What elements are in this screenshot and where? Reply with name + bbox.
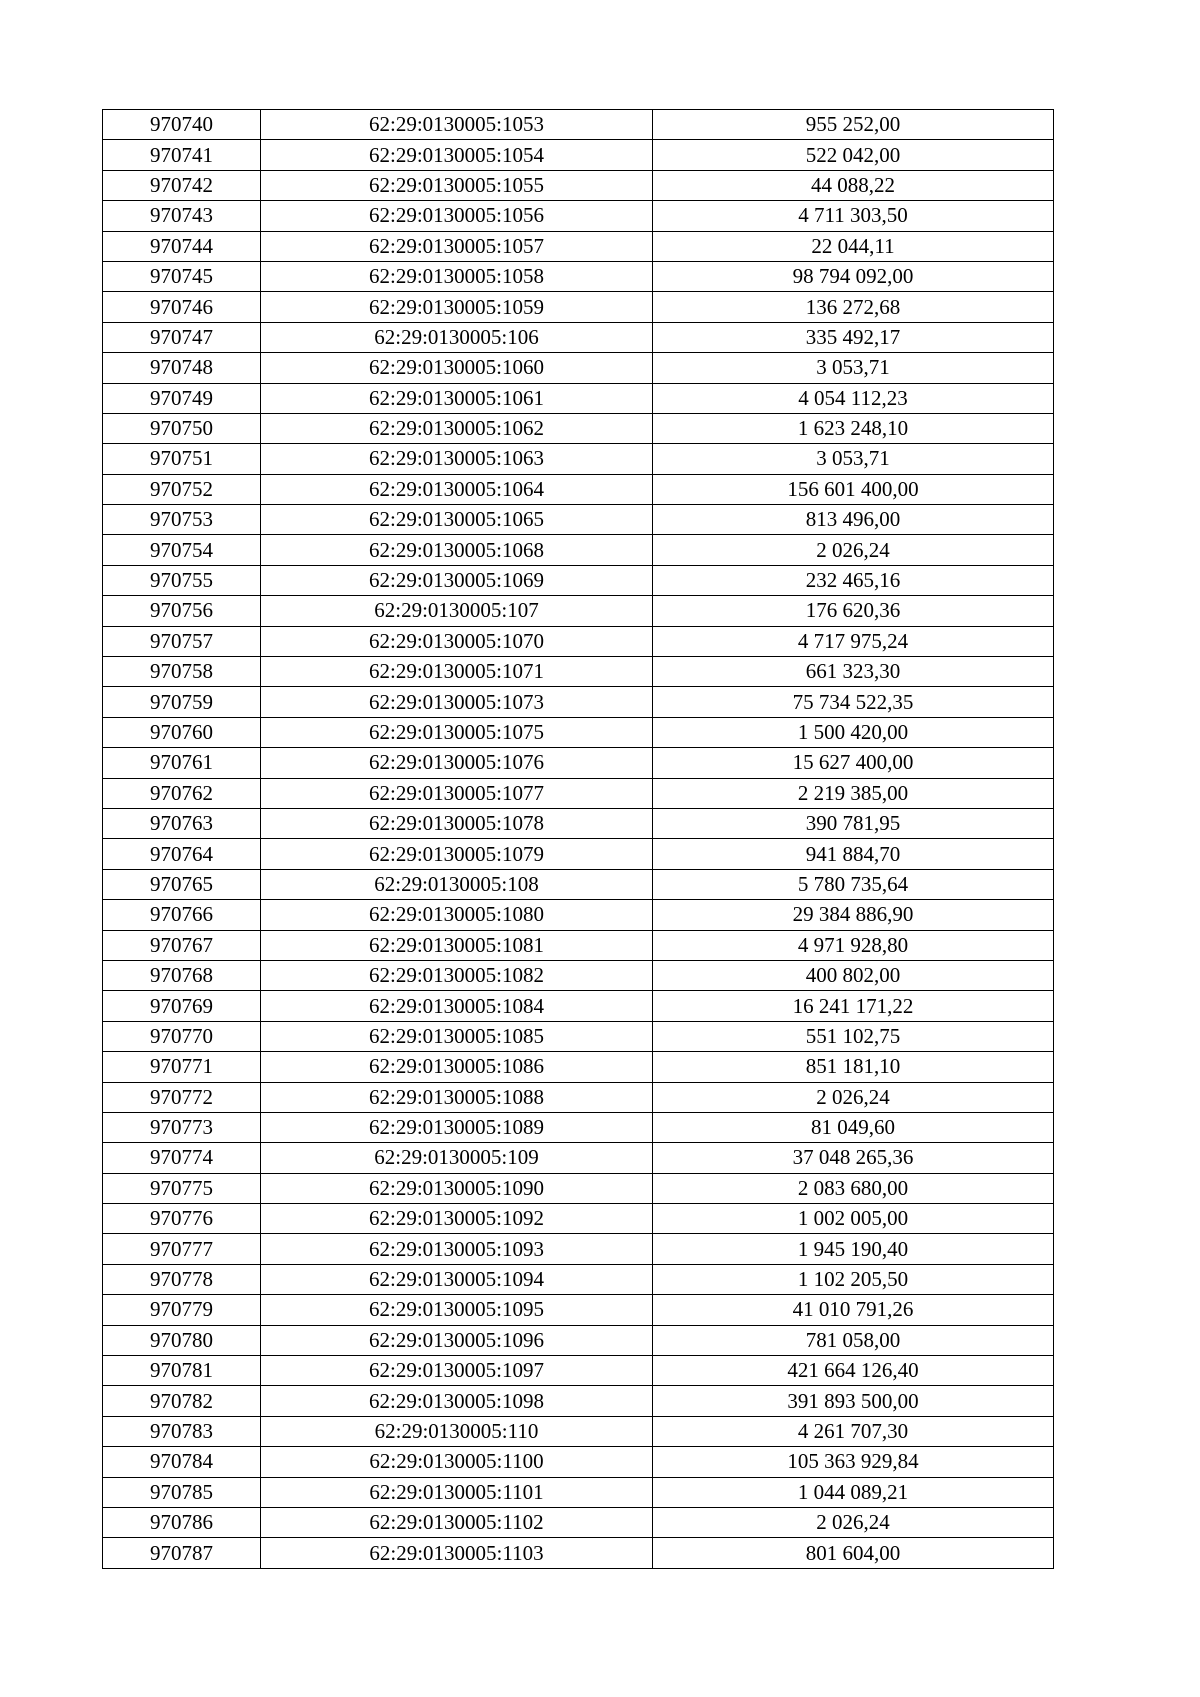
cadastral-number-cell: 62:29:0130005:1053 [261,110,653,140]
table-row [103,383,1054,413]
row-number-cell: 970751 [103,444,261,474]
cadastral-value-cell: 1 945 190,40 [653,1234,1054,1264]
table-row [103,505,1054,535]
cadastral-number-cell: 62:29:0130005:1097 [261,1356,653,1386]
row-number-cell: 970770 [103,1021,261,1051]
table-row [103,1082,1054,1112]
table-row [103,1356,1054,1386]
cadastral-value-cell: 75 734 522,35 [653,687,1054,717]
row-number-cell: 970762 [103,778,261,808]
row-number-cell: 970776 [103,1204,261,1234]
cadastral-value-cell: 3 053,71 [653,353,1054,383]
cadastral-value-cell: 390 781,95 [653,808,1054,838]
row-number-cell: 970784 [103,1447,261,1477]
cadastral-number-cell: 62:29:0130005:107 [261,596,653,626]
cadastral-value-cell: 4 717 975,24 [653,626,1054,656]
cadastral-value-cell: 851 181,10 [653,1052,1054,1082]
cadastral-number-cell: 62:29:0130005:1086 [261,1052,653,1082]
table-row [103,1173,1054,1203]
row-number-cell: 970754 [103,535,261,565]
cadastral-number-cell: 62:29:0130005:1059 [261,292,653,322]
row-number-cell: 970774 [103,1143,261,1173]
table-row [103,140,1054,170]
cadastral-number-cell: 62:29:0130005:1057 [261,231,653,261]
cadastral-number-cell: 62:29:0130005:1082 [261,960,653,990]
cadastral-number-cell: 62:29:0130005:1096 [261,1325,653,1355]
row-number-cell: 970780 [103,1325,261,1355]
cadastral-number-cell: 62:29:0130005:1069 [261,565,653,595]
cadastral-value-cell: 400 802,00 [653,960,1054,990]
row-number-cell: 970761 [103,748,261,778]
table-row [103,1112,1054,1142]
table-row [103,1052,1054,1082]
table-row [103,353,1054,383]
cadastral-value-cell: 15 627 400,00 [653,748,1054,778]
table-row [103,231,1054,261]
cadastral-value-cell: 801 604,00 [653,1538,1054,1568]
table-row [103,960,1054,990]
table-row [103,1021,1054,1051]
table-row [103,1477,1054,1507]
row-number-cell: 970742 [103,170,261,200]
table-row [103,930,1054,960]
cadastral-value-cell: 4 054 112,23 [653,383,1054,413]
row-number-cell: 970745 [103,261,261,291]
cadastral-value-cell: 1 623 248,10 [653,413,1054,443]
table-row [103,261,1054,291]
table-row [103,808,1054,838]
row-number-cell: 970769 [103,991,261,1021]
cadastral-value-cell: 661 323,30 [653,657,1054,687]
table-row [103,1507,1054,1537]
cadastral-value-cell: 955 252,00 [653,110,1054,140]
row-number-cell: 970741 [103,140,261,170]
table-row [103,1234,1054,1264]
table-row [103,1538,1054,1568]
cadastral-value-cell: 781 058,00 [653,1325,1054,1355]
table-row [103,900,1054,930]
cadastral-value-cell: 41 010 791,26 [653,1295,1054,1325]
table-row [103,748,1054,778]
table-row [103,1264,1054,1294]
table-row [103,201,1054,231]
cadastral-number-cell: 62:29:0130005:1068 [261,535,653,565]
cadastral-number-cell: 62:29:0130005:1100 [261,1447,653,1477]
row-number-cell: 970757 [103,626,261,656]
cadastral-value-cell: 156 601 400,00 [653,474,1054,504]
row-number-cell: 970765 [103,869,261,899]
table-row [103,413,1054,443]
row-number-cell: 970771 [103,1052,261,1082]
row-number-cell: 970767 [103,930,261,960]
row-number-cell: 970740 [103,110,261,140]
row-number-cell: 970778 [103,1264,261,1294]
cadastral-number-cell: 62:29:0130005:1063 [261,444,653,474]
cadastral-number-cell: 62:29:0130005:1092 [261,1204,653,1234]
table-row [103,474,1054,504]
cadastral-number-cell: 62:29:0130005:1064 [261,474,653,504]
row-number-cell: 970759 [103,687,261,717]
cadastral-number-cell: 62:29:0130005:1103 [261,1538,653,1568]
cadastral-number-cell: 62:29:0130005:1090 [261,1173,653,1203]
row-number-cell: 970777 [103,1234,261,1264]
row-number-cell: 970782 [103,1386,261,1416]
table-row [103,292,1054,322]
cadastral-number-cell: 62:29:0130005:1098 [261,1386,653,1416]
cadastral-value-cell: 44 088,22 [653,170,1054,200]
cadastral-number-cell: 62:29:0130005:108 [261,869,653,899]
cadastral-number-cell: 62:29:0130005:1060 [261,353,653,383]
table-row [103,717,1054,747]
table-row [103,1143,1054,1173]
table-row [103,1295,1054,1325]
cadastral-value-cell: 391 893 500,00 [653,1386,1054,1416]
row-number-cell: 970749 [103,383,261,413]
cadastral-number-cell: 62:29:0130005:1102 [261,1507,653,1537]
row-number-cell: 970768 [103,960,261,990]
cadastral-value-cell: 5 780 735,64 [653,869,1054,899]
cadastral-value-cell: 98 794 092,00 [653,261,1054,291]
cadastral-number-cell: 62:29:0130005:1056 [261,201,653,231]
cadastral-number-cell: 62:29:0130005:1076 [261,748,653,778]
cadastral-value-cell: 3 053,71 [653,444,1054,474]
cadastral-value-cell: 2 219 385,00 [653,778,1054,808]
cadastral-value-cell: 232 465,16 [653,565,1054,595]
cadastral-number-cell: 62:29:0130005:109 [261,1143,653,1173]
table-row [103,1325,1054,1355]
cadastral-number-cell: 62:29:0130005:1084 [261,991,653,1021]
cadastral-value-cell: 29 384 886,90 [653,900,1054,930]
cadastral-value-cell: 1 044 089,21 [653,1477,1054,1507]
row-number-cell: 970785 [103,1477,261,1507]
row-number-cell: 970744 [103,231,261,261]
cadastral-number-cell: 62:29:0130005:1088 [261,1082,653,1112]
cadastral-value-cell: 1 500 420,00 [653,717,1054,747]
row-number-cell: 970760 [103,717,261,747]
cadastral-number-cell: 62:29:0130005:1054 [261,140,653,170]
cadastral-number-cell: 62:29:0130005:1078 [261,808,653,838]
row-number-cell: 970752 [103,474,261,504]
row-number-cell: 970753 [103,505,261,535]
table-row [103,1416,1054,1446]
table-row [103,626,1054,656]
row-number-cell: 970786 [103,1507,261,1537]
cadastral-value-cell: 4 971 928,80 [653,930,1054,960]
cadastral-number-cell: 62:29:0130005:1077 [261,778,653,808]
table-row [103,1447,1054,1477]
cadastral-number-cell: 62:29:0130005:1095 [261,1295,653,1325]
cadastral-number-cell: 62:29:0130005:1071 [261,657,653,687]
row-number-cell: 970775 [103,1173,261,1203]
cadastral-number-cell: 62:29:0130005:1093 [261,1234,653,1264]
cadastral-value-cell: 4 261 707,30 [653,1416,1054,1446]
row-number-cell: 970748 [103,353,261,383]
table-row [103,565,1054,595]
cadastral-number-cell: 62:29:0130005:1058 [261,261,653,291]
cadastral-value-cell: 522 042,00 [653,140,1054,170]
cadastral-number-cell: 62:29:0130005:1080 [261,900,653,930]
cadastral-value-cell: 2 083 680,00 [653,1173,1054,1203]
row-number-cell: 970779 [103,1295,261,1325]
cadastral-value-cell: 176 620,36 [653,596,1054,626]
cadastral-number-cell: 62:29:0130005:1085 [261,1021,653,1051]
cadastral-number-cell: 62:29:0130005:106 [261,322,653,352]
row-number-cell: 970750 [103,413,261,443]
row-number-cell: 970764 [103,839,261,869]
table-row [103,778,1054,808]
cadastral-value-cell: 4 711 303,50 [653,201,1054,231]
cadastral-value-cell: 2 026,24 [653,1082,1054,1112]
cadastral-value-cell: 81 049,60 [653,1112,1054,1142]
cadastral-number-cell: 62:29:0130005:1062 [261,413,653,443]
row-number-cell: 970755 [103,565,261,595]
cadastral-value-cell: 136 272,68 [653,292,1054,322]
row-number-cell: 970766 [103,900,261,930]
row-number-cell: 970783 [103,1416,261,1446]
table-row [103,322,1054,352]
cadastral-value-cell: 37 048 265,36 [653,1143,1054,1173]
table-row [103,657,1054,687]
row-number-cell: 970756 [103,596,261,626]
cadastral-number-cell: 62:29:0130005:1070 [261,626,653,656]
cadastral-number-cell: 62:29:0130005:1073 [261,687,653,717]
cadastral-value-cell: 1 002 005,00 [653,1204,1054,1234]
cadastral-number-cell: 62:29:0130005:1081 [261,930,653,960]
row-number-cell: 970747 [103,322,261,352]
cadastral-number-cell: 62:29:0130005:1079 [261,839,653,869]
table-row [103,839,1054,869]
table-row [103,444,1054,474]
cadastral-value-cell: 421 664 126,40 [653,1356,1054,1386]
cadastral-number-cell: 62:29:0130005:1089 [261,1112,653,1142]
table-row [103,687,1054,717]
cadastral-number-cell: 62:29:0130005:1075 [261,717,653,747]
cadastral-number-cell: 62:29:0130005:1101 [261,1477,653,1507]
table-row [103,535,1054,565]
cadastral-number-cell: 62:29:0130005:110 [261,1416,653,1446]
cadastral-value-cell: 335 492,17 [653,322,1054,352]
cadastral-number-cell: 62:29:0130005:1065 [261,505,653,535]
cadastral-number-cell: 62:29:0130005:1055 [261,170,653,200]
cadastral-value-cell: 2 026,24 [653,535,1054,565]
cadastral-number-cell: 62:29:0130005:1061 [261,383,653,413]
cadastral-value-cell: 16 241 171,22 [653,991,1054,1021]
table-row [103,596,1054,626]
row-number-cell: 970787 [103,1538,261,1568]
table-row [103,1204,1054,1234]
row-number-cell: 970781 [103,1356,261,1386]
row-number-cell: 970746 [103,292,261,322]
row-number-cell: 970743 [103,201,261,231]
table-row [103,1386,1054,1416]
row-number-cell: 970772 [103,1082,261,1112]
table-row [103,170,1054,200]
cadastral-value-cell: 105 363 929,84 [653,1447,1054,1477]
cadastral-value-cell: 22 044,11 [653,231,1054,261]
table-row [103,991,1054,1021]
table-row [103,869,1054,899]
cadastral-value-cell: 1 102 205,50 [653,1264,1054,1294]
cadastral-value-cell: 2 026,24 [653,1507,1054,1537]
cadastral-value-cell: 813 496,00 [653,505,1054,535]
row-number-cell: 970773 [103,1112,261,1142]
cadastral-value-cell: 941 884,70 [653,839,1054,869]
row-number-cell: 970763 [103,808,261,838]
table-body [103,110,1054,1569]
table-row [103,110,1054,140]
cadastral-value-cell: 551 102,75 [653,1021,1054,1051]
row-number-cell: 970758 [103,657,261,687]
cadastral-number-cell: 62:29:0130005:1094 [261,1264,653,1294]
cadastral-value-table [102,109,1054,1569]
